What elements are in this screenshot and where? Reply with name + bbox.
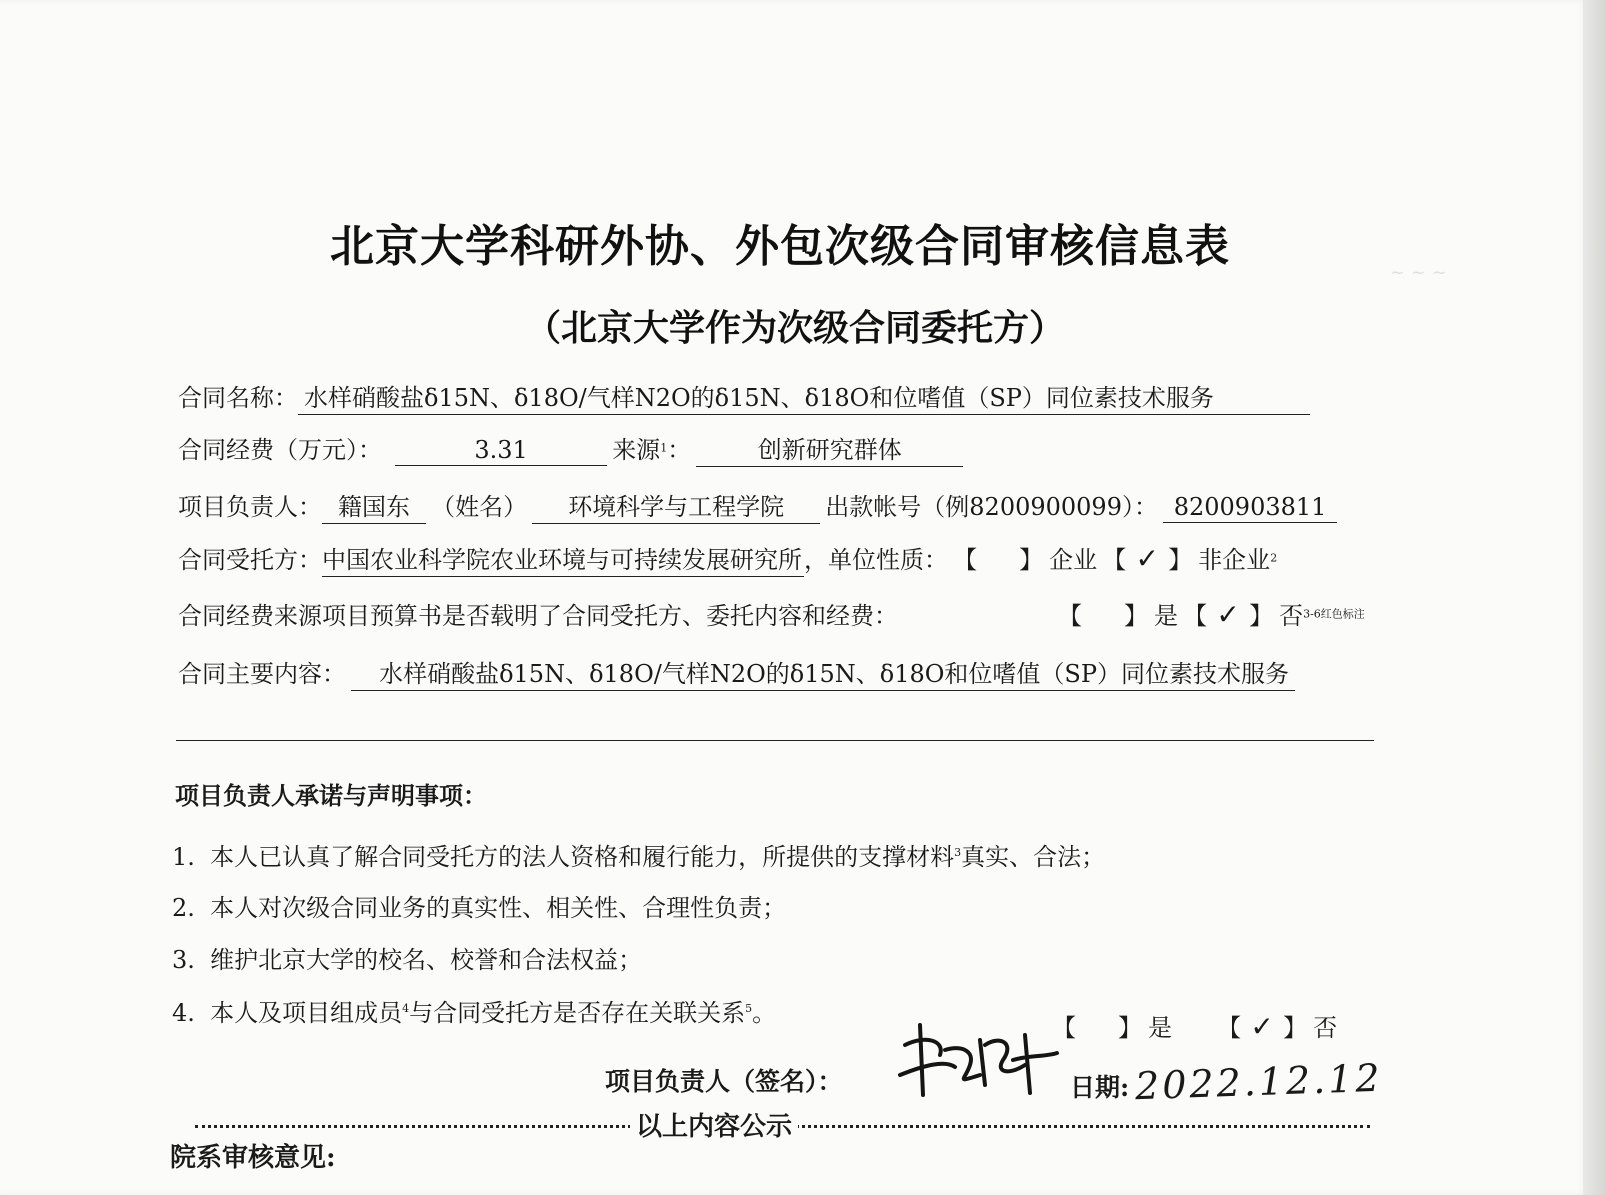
trustee-row (178, 540, 1277, 577)
budget-no-checkbox: 【 ✓ 】 (1183, 598, 1280, 631)
commitment-item (172, 888, 786, 923)
contract-name-row (178, 378, 1310, 415)
item-footnote: 5 (745, 1002, 753, 1015)
item-text: 本人及项目组成员 (210, 999, 403, 1027)
item-text: 维护北京大学的校名、校誉和合法权益； (210, 946, 643, 974)
item-number: 4. (172, 999, 195, 1027)
source-label: 来源 (612, 436, 661, 464)
budget-no-option: 否 (1279, 602, 1304, 630)
trustee-label: 合同受托方： (178, 546, 322, 574)
handwritten-signature (885, 1005, 1065, 1110)
item-footnote: 4 (402, 1002, 410, 1015)
account-value: 8200903811 (1163, 493, 1337, 523)
bleed-through-text: ~ ~ ~ (1390, 262, 1447, 283)
check-mark-icon: ✓ (1250, 1010, 1280, 1043)
blank-line (176, 740, 1374, 741)
commitments-heading: 项目负责人承诺与声明事项： (175, 781, 487, 810)
budget-note: 3-6红色标注 (1303, 607, 1365, 621)
item-number: 2. (172, 894, 195, 922)
relation-options (1052, 1008, 1337, 1043)
page-title: 北京大学科研外协、外包次级合同审核信息表 (330, 221, 1230, 272)
item-text: 本人已认真了解合同受托方的法人资格和履行能力，所提供的支撑材料 (210, 843, 955, 871)
page-edge (1583, 0, 1605, 1195)
relation-yes-option: 是 (1148, 1014, 1172, 1042)
non-enterprise-checkbox: 【 ✓ 】 (1102, 542, 1199, 575)
budget-question-row (178, 596, 898, 631)
relation-yes-checkbox: 【 】 (1052, 1014, 1148, 1042)
contract-fee-value: 3.31 (395, 436, 607, 466)
main-content-row (178, 654, 1295, 691)
relation-no-checkbox: 【 ✓ 】 (1217, 1010, 1314, 1043)
divider-label: 以上内容公示 (630, 1106, 798, 1143)
trustee-value: 中国农业科学院农业环境与可持续发展研究所 (322, 540, 804, 577)
contract-name-label: 合同名称： (178, 384, 298, 412)
commitment-item (172, 940, 642, 975)
item-text-tail: 真实、合法； (961, 843, 1106, 871)
unit-nature-label: ，单位性质： (804, 546, 948, 574)
project-leader-name: 籍国东 (322, 487, 426, 524)
signature-label: 项目负责人（签名）： (605, 1067, 843, 1096)
page-subtitle: （北京大学作为次级合同委托方） (525, 307, 1066, 349)
commitment-item (172, 837, 1105, 872)
item-number: 1. (172, 843, 195, 871)
source-footnote: 1 (660, 441, 668, 455)
item-text-mid: 与合同受托方是否存在关联关系 (409, 999, 746, 1027)
item-text: 本人对次级合同业务的真实性、相关性、合理性负责； (210, 894, 787, 922)
enterprise-option: 企业 (1049, 546, 1098, 574)
department-value: 环境科学与工程学院 (532, 487, 820, 524)
main-content-value: 水样硝酸盐δ15N、δ18O/气样N2O的δ15N、δ18O和位嗜值（SP）同位素技术服务 (351, 654, 1295, 691)
non-enterprise-footnote: 2 (1270, 551, 1278, 565)
item-text-tail: 。 (752, 999, 777, 1027)
dept-review-label: 院系审核意见: (170, 1143, 336, 1173)
project-leader-label: 项目负责人： (178, 493, 322, 521)
relation-no-option: 否 (1313, 1014, 1338, 1042)
date-label: 日期: (1070, 1073, 1130, 1102)
name-hint: （姓名） (431, 493, 528, 521)
source-value: 创新研究群体 (696, 430, 963, 467)
contract-fee-row (178, 430, 963, 467)
budget-yes-option: 是 (1154, 602, 1178, 630)
enterprise-checkbox: 【 】 (953, 546, 1050, 574)
check-mark-icon: ✓ (1216, 598, 1246, 631)
non-enterprise-option: 非企业 (1198, 546, 1271, 574)
commitment-item (172, 993, 776, 1028)
handwritten-date: 2022.12.12 (1134, 1055, 1384, 1109)
item-number: 3. (172, 946, 195, 974)
account-label: 出款帐号（例8200900099）： (825, 493, 1158, 521)
source-colon: ： (667, 436, 692, 464)
item-footnote: 3 (954, 846, 962, 859)
budget-yes-checkbox: 【 】 (1058, 602, 1154, 630)
contract-fee-label: 合同经费（万元）： (178, 436, 382, 464)
budget-options (1058, 596, 1365, 631)
budget-question-label: 合同经费来源项目预算书是否载明了合同受托方、委托内容和经费： (178, 602, 898, 630)
contract-name-value: 水样硝酸盐δ15N、δ18O/气样N2O的δ15N、δ18O和位嗜值（SP）同位素技术服务 (298, 378, 1310, 415)
project-leader-row (178, 487, 1337, 524)
check-mark-icon: ✓ (1135, 542, 1165, 575)
main-content-label: 合同主要内容： (178, 660, 346, 688)
